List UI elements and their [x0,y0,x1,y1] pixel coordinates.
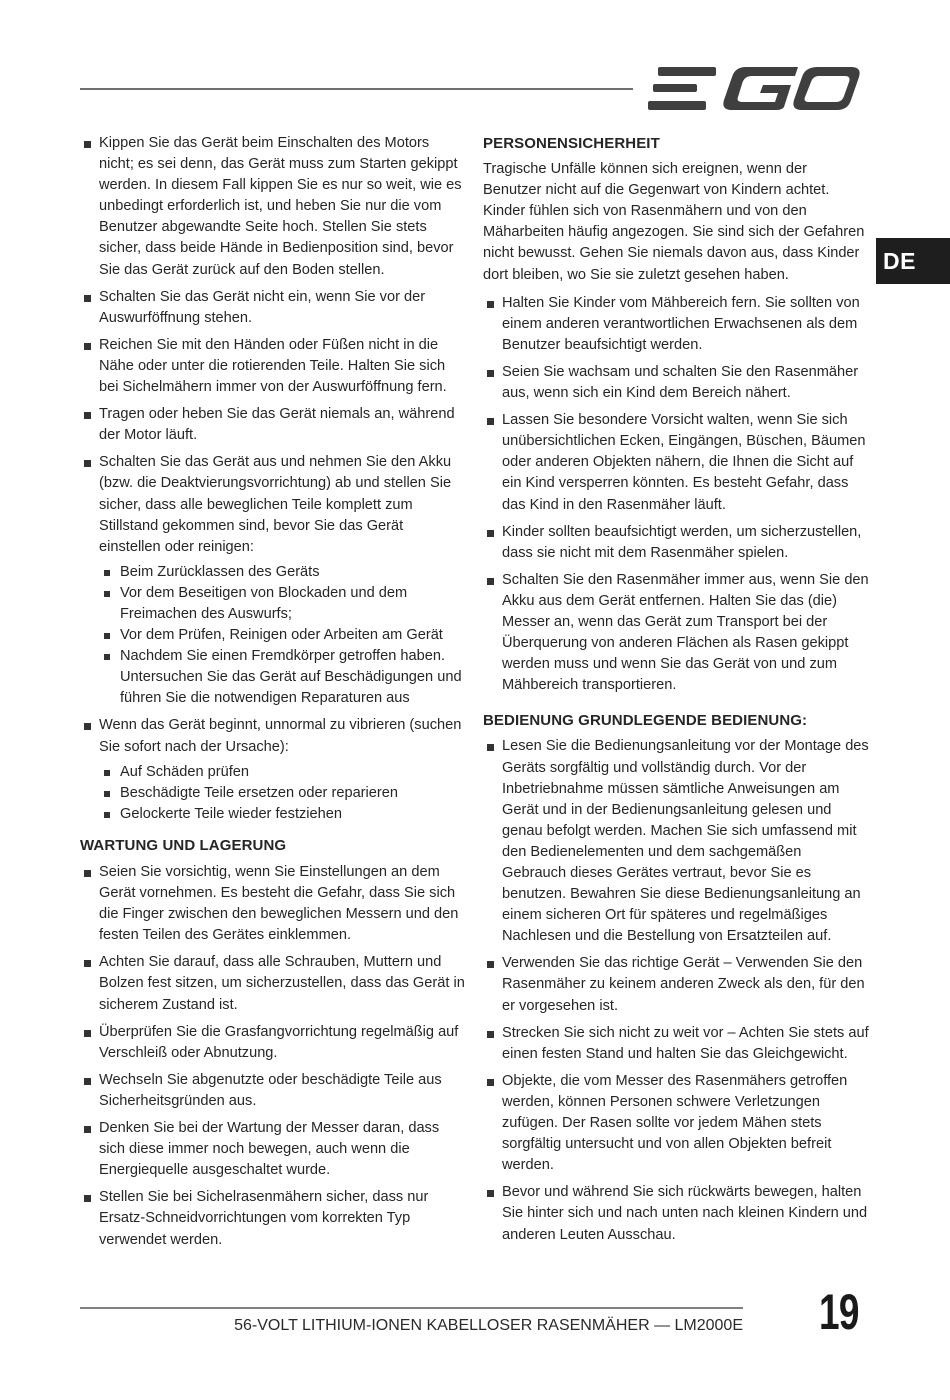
bullet-square-icon [104,633,110,639]
sub-list-item: Beschädigte Teile ersetzen oder reparieren [99,783,468,804]
bullet-square-icon [487,961,494,968]
section-heading-maintenance: WARTUNG UND LAGERUNG [80,836,287,854]
list-item: Bevor und während Sie sich rückwärts bewegen, halten Sie hinter sich und nach unten nach kleinen Kindern und anderen Leuten Ausschau. [483,1182,869,1245]
bullet-square-icon [487,301,494,308]
list-item: Strecken Sie sich nicht zu weit vor – Achten Sie stets auf einen festen Stand und halten Sie das Gleichgewicht. [483,1023,869,1065]
list-item: Verwenden Sie das richtige Gerät – Verwenden Sie den Rasenmäher zu keinem anderen Zweck als den, für den er vorgesehen ist. [483,953,869,1016]
list-item: Achten Sie darauf, dass alle Schrauben, Muttern und Bolzen fest sitzen, um sicherzustellen, dass das Gerät in sicherem Zustand ist. [80,952,468,1015]
bullet-square-icon [84,1078,91,1085]
list-item: Schalten Sie das Gerät nicht ein, wenn Sie vor der Auswurföffnung stehen. [80,287,468,329]
list-item: Kinder sollten beaufsichtigt werden, um sicherzustellen, dass sie nicht mit dem Rasenmäher spielen. [483,522,869,564]
bullet-square-icon [487,1079,494,1086]
bullet-square-icon [104,591,110,597]
footer-title: 56-VOLT LITHIUM-IONEN KABELLOSER RASENMÄHER — LM2000E [234,1317,743,1334]
bullet-square-icon [104,791,110,797]
sub-list-item: Vor dem Beseitigen von Blockaden und dem Freimachen des Auswurfs; [99,583,468,625]
bullet-square-icon [104,812,110,818]
language-tab: DE [876,238,950,284]
bullet-square-icon [487,1190,494,1197]
bullet-square-icon [104,770,110,776]
footer-rule [80,1307,743,1309]
safety-list [80,133,468,825]
list-item: Wenn das Gerät beginnt, unnormal zu vibrieren (suchen Sie sofort nach der Ursache): Auf Schäden prüfen Beschädigte Teile ersetzen oder reparieren Gelockerte Teile wieder festziehen [80,715,468,824]
sub-list [99,562,468,710]
sub-list-item: Beim Zurücklassen des Geräts [99,562,468,583]
bullet-square-icon [487,1031,494,1038]
bullet-square-icon [487,418,494,425]
bullet-square-icon [487,744,494,751]
list-item: Seien Sie wachsam und schalten Sie den Rasenmäher aus, wenn sich ein Kind dem Bereich nähert. [483,362,869,404]
bullet-square-icon [487,370,494,377]
operation-list [483,736,869,1245]
bullet-square-icon [84,960,91,967]
list-item: Schalten Sie den Rasenmäher immer aus, wenn Sie den Akku aus dem Gerät entfernen. Halten Sie das (die) Messer an, wenn das Gerät zum Transport bei der Überquerung von anderen Flächen als Rasen gekippt werden muss und wenn Sie das Gerät von und zum Mähbereich transportieren. [483,570,869,697]
bullet-square-icon [84,1126,91,1133]
list-item: Lesen Sie die Bedienungsanleitung vor der Montage des Geräts sorgfältig und vollständig durch. Vor der Inbetriebnahme müssen sämtliche Anweisungen am Gerät und in der Bedienungsanleitung gelesen und genau befolgt werden. Machen Sie sich umfassend mit den Bedienelementen und dem sachgemäßen Gebrauch dieses Gerätes vertraut, bevor Sie es benutzen. Bewahren Sie diese Bedienungsanleitung an einem sicheren Ort für späteres und regelmäßiges Nachlesen und die Bestellung von Ersatzteilen auf. [483,736,869,947]
sub-list-item: Auf Schäden prüfen [99,762,468,783]
bullet-square-icon [84,460,91,467]
sub-list-item: Vor dem Prüfen, Reinigen oder Arbeiten am Gerät [99,625,468,646]
bullet-square-icon [84,343,91,350]
list-item: Reichen Sie mit den Händen oder Füßen nicht in die Nähe oder unter die rotierenden Teile. Halten Sie sich bei Sichelmähern immer von der Auswurföffnung fern. [80,335,468,398]
bullet-square-icon [84,1195,91,1202]
section-heading-personal-safety: PERSONENSICHERHEIT [483,135,660,152]
section-heading-operation: BEDIENUNG GRUNDLEGENDE BEDIENUNG: [483,712,808,730]
left-column [80,133,468,1257]
sub-list-item: Nachdem Sie einen Fremdkörper getroffen haben. Untersuchen Sie das Gerät auf Beschädigungen und führen Sie die notwendigen Reparaturen aus [99,646,468,709]
bullet-square-icon [104,570,110,576]
sub-list-item: Gelockerte Teile wieder festziehen [99,804,468,825]
list-item: Schalten Sie das Gerät aus und nehmen Sie den Akku (bzw. die Deaktvierungsvorrichtung) ab und stellen Sie sicher, dass alle beweglichen Teile komplett zum Stillstand gekommen sind, bevor Sie das Gerät einstellen oder reinigen: Beim Zurücklassen des Geräts Vor dem Beseitigen von Blockaden und dem Freimachen des Auswurfs; Vor dem Prüfen, Reinigen oder Arbeiten am Gerät Nachdem Sie einen Fremdkörper getroffen haben. Untersuchen Sie das Gerät auf Beschädigungen und führen Sie die notwendigen Reparaturen aus [80,452,468,709]
list-item: Wechseln Sie abgenutzte oder beschädigte Teile aus Sicherheitsgründen aus. [80,1070,468,1112]
bullet-square-icon [84,870,91,877]
list-item: Lassen Sie besondere Vorsicht walten, wenn Sie sich unübersichtlichen Ecken, Eingängen, Büschen, Bäumen oder anderen Objekten nähern, die Ihnen die Sicht auf ein Kind versperren könnten. Es besteht Gefahr, dass das Kind in den Rasenmäher läuft. [483,410,869,515]
bullet-square-icon [84,1030,91,1037]
bullet-square-icon [84,141,91,148]
list-item: Objekte, die vom Messer des Rasenmähers getroffen werden, können Personen schwere Verletzungen zufügen. Der Rasen sollte vor jedem Mähen stets sorgfältig untersucht und von allen Objekten befreit werden. [483,1071,869,1176]
header-rule [80,88,633,90]
personal-safety-list [483,293,869,697]
intro-paragraph: Tragische Unfälle können sich ereignen, wenn der Benutzer nicht auf die Gegenwart von Kindern achtet. Kinder fühlen sich von Rasenmähern und von den Mäharbeiten häufig angezogen. Sie sind sich der Gefahren nicht bewusst. Gehen Sie niemals davon aus, dass Kinder dort bleiben, wo Sie sie zuletzt gesehen haben. [483,161,865,283]
bullet-square-icon [104,654,110,660]
ego-logo [648,62,863,114]
list-item: Tragen oder heben Sie das Gerät niemals an, während der Motor läuft. [80,404,468,446]
list-item: Überprüfen Sie die Grasfangvorrichtung regelmäßig auf Verschleiß oder Abnutzung. [80,1022,468,1064]
list-item: Stellen Sie bei Sichelrasenmähern sicher, dass nur Ersatz-Schneidvorrichtungen vom korrekten Typ verwendet werden. [80,1187,468,1250]
list-item: Halten Sie Kinder vom Mähbereich fern. Sie sollten von einem anderen verantwortlichen Erwachsenen als dem Benutzer beaufsichtigt werden. [483,293,869,356]
bullet-square-icon [84,723,91,730]
right-column [483,133,869,1252]
page-number: 19 [819,1284,859,1340]
maintenance-list [80,862,468,1251]
bullet-square-icon [84,412,91,419]
list-item: Kippen Sie das Gerät beim Einschalten des Motors nicht; es sei denn, das Gerät muss zum Starten gekippt werden. In diesem Fall kippen Sie es nur so weit, wie es unbedingt erforderlich ist, und heben Sie nur die vom Benutzer abgewandte Seite hoch. Stellen Sie stets sicher, dass beide Hände in Bedienposition sind, bevor Sie das Gerät zurück auf den Boden stellen. [80,133,468,281]
bullet-square-icon [487,578,494,585]
list-item: Seien Sie vorsichtig, wenn Sie Einstellungen an dem Gerät vornehmen. Es besteht die Gefahr, dass Sie sich die Finger zwischen den beweglichen Messern und den festen Teilen des Gerätes einklemmen. [80,862,468,946]
list-item: Denken Sie bei der Wartung der Messer daran, dass sich diese immer noch bewegen, auch wenn die Energiequelle ausgeschaltet wurde. [80,1118,468,1181]
bullet-square-icon [487,530,494,537]
bullet-square-icon [84,295,91,302]
sub-list [99,762,468,825]
